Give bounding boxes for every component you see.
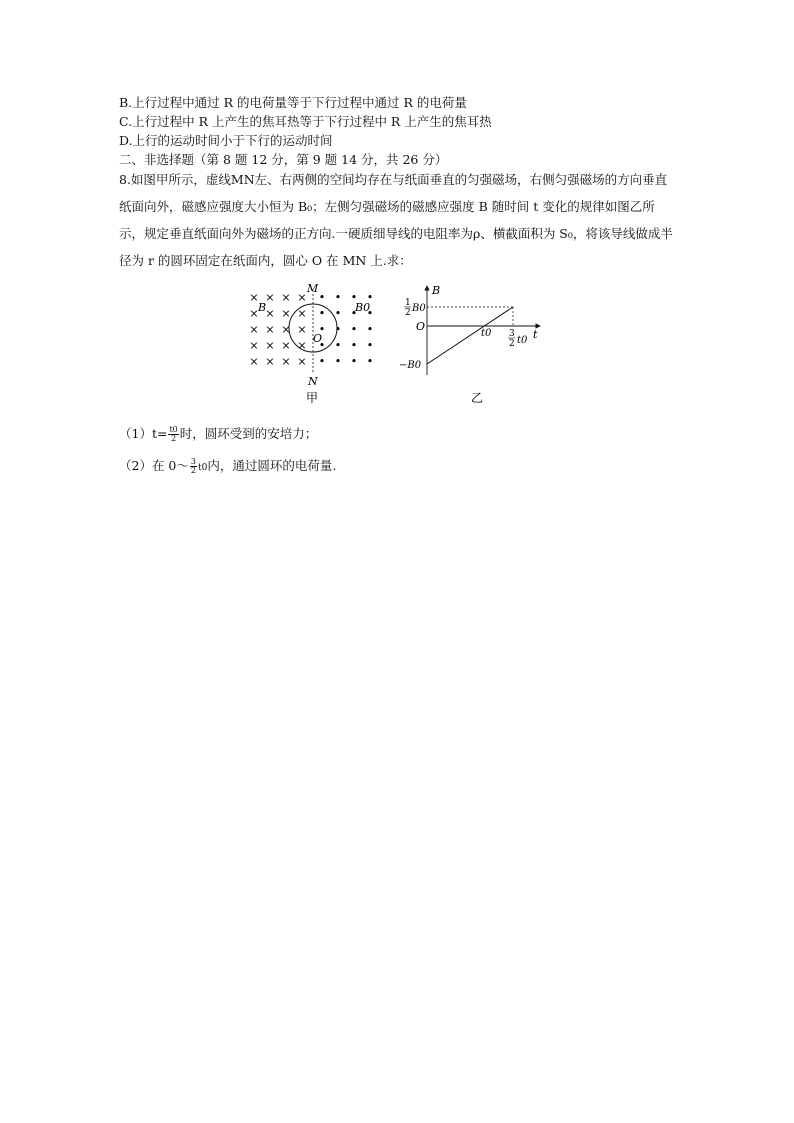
q2-fraction <box>190 458 197 475</box>
label-half-den: 2 <box>405 308 411 318</box>
field-dot-symbol: • <box>334 307 342 320</box>
field-cross-symbol: × <box>249 339 259 352</box>
label-32-den: 2 <box>509 339 515 349</box>
b-t-line <box>427 307 513 364</box>
field-cross-symbol: × <box>297 323 307 336</box>
q1-frac-num: t0 <box>169 425 178 434</box>
q1-fraction <box>168 426 178 443</box>
q2-t0: t0 <box>197 463 208 473</box>
option-b: B.上行过程中通过 R 的电荷量等于下行过程中通过 R 的电荷量 <box>119 95 467 110</box>
section-heading: 二、非选择题（第 8 题 12 分，第 9 题 14 分，共 26 分） <box>119 152 448 167</box>
field-cross-symbol: × <box>249 307 259 320</box>
label-32-num: 3 <box>509 329 515 339</box>
label-half-num: 1 <box>405 298 411 308</box>
field-cross-symbol: × <box>265 355 275 368</box>
field-cross-symbol: × <box>281 355 291 368</box>
field-dot-symbol: • <box>350 291 358 304</box>
field-cross-symbol: × <box>297 307 307 320</box>
field-cross-symbol: × <box>297 339 307 352</box>
problem-8-text: 8.如图甲所示，虚线MN左、右两侧的空间均存在与纸面垂直的匀强磁场，右侧匀强磁场的方向垂直纸面向外，磁感应强度大小恒为 B₀；左侧匀强磁场的磁感应强度 B 随时间 t 变化的规律如图乙所示，规定垂直纸面向外为磁场的正方向.一硬质细导线的电阻率为ρ、横截面积为 S₀，将该导线做成半径为 r 的圆环固定在纸面内，圆心 O 在 MN 上.求： <box>119 172 673 268</box>
axis-label-b: B <box>432 284 441 297</box>
q2-frac-num: 3 <box>190 457 196 466</box>
q1-frac-den: 2 <box>171 434 177 443</box>
field-dot-symbol: • <box>366 323 374 336</box>
field-dot-symbol: • <box>334 291 342 304</box>
question-1 <box>119 425 317 443</box>
field-dot-symbol: • <box>318 323 326 336</box>
label-b: B <box>258 301 267 314</box>
field-dot-symbol: • <box>334 323 342 336</box>
figure-yi <box>395 280 550 408</box>
field-dot-symbol: • <box>350 339 358 352</box>
option-c: C.上行过程中 R 上产生的焦耳热等于下行过程中 R 上产生的焦耳热 <box>119 114 492 129</box>
field-cross-symbol: × <box>265 307 275 320</box>
figure-jia <box>240 278 390 408</box>
field-cross-symbol: × <box>281 307 291 320</box>
field-cross-symbol: × <box>249 291 259 304</box>
field-dot-symbol: • <box>366 355 374 368</box>
caption-jia: 甲 <box>306 391 319 405</box>
field-cross-symbol: × <box>249 323 259 336</box>
field-cross-symbol: × <box>281 323 291 336</box>
label-32-t0: t0 <box>517 335 528 346</box>
label-t0: t0 <box>481 328 492 339</box>
axis-label-t: t <box>533 328 538 341</box>
field-cross-symbol: × <box>281 339 291 352</box>
field-dot-symbol: • <box>366 307 374 320</box>
field-cross-symbol: × <box>297 355 307 368</box>
field-dot-symbol: • <box>366 291 374 304</box>
label-o: O <box>313 332 323 345</box>
label-half-b0: B0 <box>412 303 426 314</box>
q1-prefix: （1）t= <box>119 426 168 441</box>
field-dot-symbol: • <box>318 291 326 304</box>
field-dot-symbol: • <box>366 339 374 352</box>
option-d: D.上行的运动时间小于下行的运动时间 <box>119 133 333 148</box>
field-cross-symbol: × <box>297 291 307 304</box>
caption-yi: 乙 <box>471 391 484 405</box>
q2-suffix: 内，通过圆环的电荷量. <box>207 458 337 473</box>
field-dot-symbol: • <box>350 307 358 320</box>
field-dot-symbol: • <box>318 307 326 320</box>
label-n: N <box>308 375 318 388</box>
label-neg-b0: −B0 <box>399 360 422 371</box>
field-cross-symbol: × <box>281 291 291 304</box>
field-dot-symbol: • <box>350 355 358 368</box>
label-m: M <box>307 282 319 295</box>
q2-frac-den: 2 <box>190 466 196 475</box>
field-cross-symbol: × <box>265 339 275 352</box>
field-dot-symbol: • <box>350 323 358 336</box>
field-cross-symbol: × <box>249 355 259 368</box>
field-dot-symbol: • <box>318 355 326 368</box>
field-dot-symbol: • <box>334 339 342 352</box>
field-cross-symbol: × <box>265 323 275 336</box>
q1-suffix: 时，圆环受到的安培力； <box>179 426 318 441</box>
label-b0: B0 <box>355 301 371 314</box>
q2-prefix: （2）在 0～ <box>119 458 189 473</box>
field-dot-symbol: • <box>318 339 326 352</box>
field-cross-symbol: × <box>265 291 275 304</box>
question-2 <box>119 457 336 477</box>
field-dot-symbol: • <box>334 355 342 368</box>
origin-label: O <box>416 320 426 333</box>
